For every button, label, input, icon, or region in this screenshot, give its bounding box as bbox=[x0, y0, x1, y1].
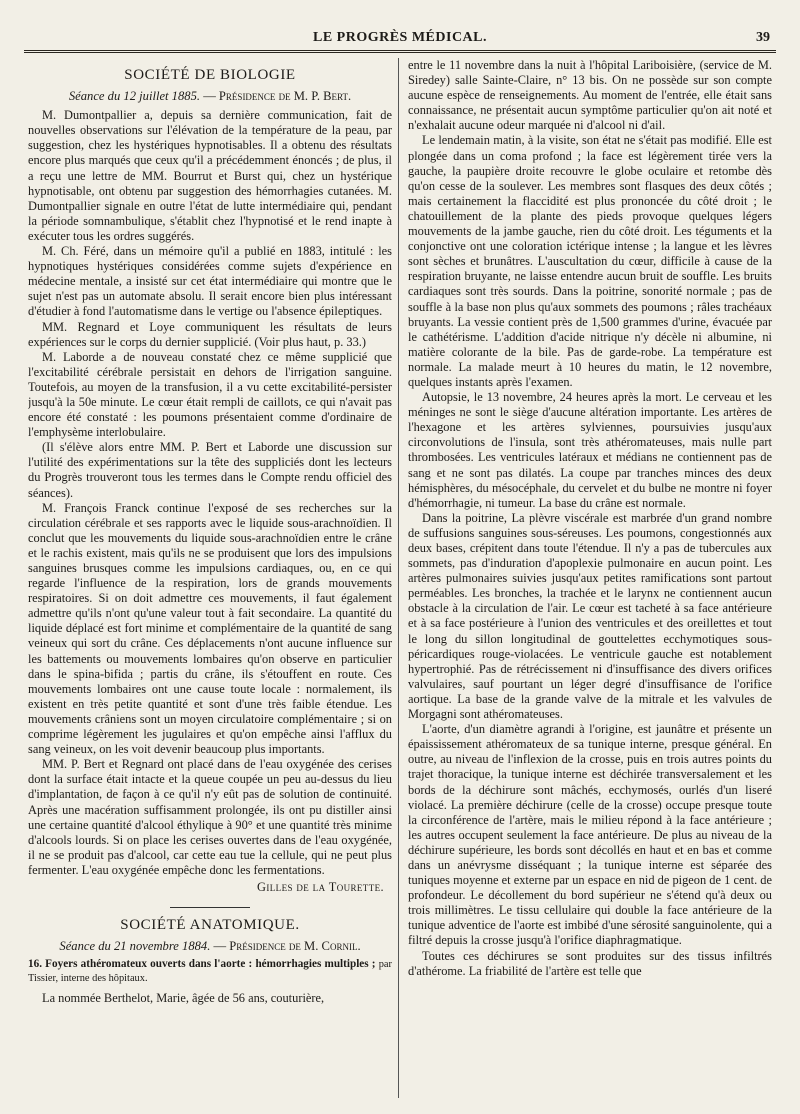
paragraph: (Il s'élève alors entre MM. P. Bert et Laborde une discussion sur l'utilité des expérimentations sur la tête des suppliciés dont les lecteurs du Progrès trouveront tous les termes dans le Compte rendu officiel des séances). bbox=[28, 440, 392, 500]
paragraph: La nommée Berthelot, Marie, âgée de 56 ans, couturière, bbox=[42, 991, 325, 1006]
paragraph: M. Dumontpallier a, depuis sa dernière communication, fait de nouvelles observations sur l'élévation de la température de la peau, par suggestion, chez les hystériques hypnotisables. Il a obtenu des résultats encore plus marqués que ceux qu'il a précédemment énoncés ; de plus, il a reçu une lettre de MM. Bourrut et Burst qui, chez un hystérique hypnotisable, ont obtenu par suggestion des hémorrhagies cutanées. M. Dumontpallier signale en outre l'état de lutte intermédiaire qui, pendant la période somnambulique, s'établit chez l'hypnotisé et le rend inapte à exécuter tous les ordres suggérés. bbox=[28, 108, 392, 243]
paragraph: Dans la poitrine, La plèvre viscérale est marbrée d'un grand nombre de suffusions sanguines sous-séreuses. Les poumons, congestionnés aux deux bases, crépitent dans toute l'étendue. Il n'y a pas de tubercules aux sommets, pas d'induration d'apoplexie pulmonaire en aucun point. Les artères pulmonaires suivies jusqu'aux petites ramifications sont partout perméables. Les bronches, la trachée et le larynx ne contiennent aucun obstacle à la circulation de l'air. Le cœur est tacheté à sa face antérieure et à sa face postérieure à l'union des ventricules et des oreillettes et tout le long du sillon longitudinal de gouttelettes ecchymotiques sous-péricardiques rouge-violacées. Le ventricule gauche est notablement hypertrophié. Pas de rétrécissement ni d'insuffisance des divers orifices valvulaires, sauf pourtant un léger degré d'insuffisance de l'orifice aortique. La base de la grande valve de la mitrale et les valvules de Morgagni sont athéromateuses. bbox=[408, 510, 772, 722]
paragraph: Toutes ces déchirures se sont produites sur des tissus infiltrés d'athérome. La friabilité de l'artère est telle que bbox=[408, 948, 772, 978]
paragraph: L'aorte, d'un diamètre agrandi à l'origine, est jaunâtre et présente un épaississement athéromateux de sa tunique interne, presque général. En outre, au niveau de l'inflexion de la crosse, puis en trois autres points du trajet thoracique, la tunique interne est déchirée transversalement et les bords de la déchirure sont mâchés, ecchymosés, ourlés d'un liseré violacé. La première déchirure (celle de la crosse) occupe presque toute la circonférence de l'artère, mais le milieu répond à la face antérieure ; les autres occupent seulement la face antérieure. De plus au niveau de la déchirure supérieure, les bords sont décollés en haut et en bas et comme dans un anévrysme disséquant ; la tunique interne est séparée des tuniques moyenne et externe par un espace en nid de pigeon de 1 cent. de profondeur. Le décollement du bord supérieur ne s'étend qu'à deux ou trois millimètres. Le tissu cellulaire qui double la face antérieure de la tunique adventice de l'aorte est imbibé d'une sérosité sanguinolente, qui a filtré depuis la crosse jusqu'à l'orifice diaphragmatique. bbox=[408, 722, 772, 948]
case-title: Foyers athéromateux ouverts dans l'aorte : hémorrhagies multiples ; bbox=[45, 958, 376, 971]
journal-page bbox=[24, 28, 776, 1098]
page-number: 39 bbox=[756, 30, 770, 45]
left-column bbox=[28, 58, 392, 1098]
session-presidency: — Présidence de M. Cornil. bbox=[213, 939, 361, 954]
session-date: Séance du 21 novembre 1884. bbox=[59, 939, 211, 954]
paragraph: M. Laborde a de nouveau constaté chez ce même supplicié que l'excitabilité cérébrale persistait en dehors de l'irrigation sanguine. Toutefois, au moyen de la transfusion, il a vu cette excitabilité-persister jusqu'à la 50e minute. Le cœur était rempli de caillots, ce qui n'avait pas encore été constaté : les poumons présentaient comme d'ordinaire de l'emphysème interlobulaire. bbox=[28, 349, 392, 440]
session-presidency: — Présidence de M. P. Bert. bbox=[203, 89, 352, 104]
author-signature: Gilles de la Tourette. bbox=[257, 879, 384, 894]
paragraph: Autopsie, le 13 novembre, 24 heures après la mort. Le cerveau et les méninges ne sont le siège d'aucune altération importante. Les artères de l'hexagone et les artères sylviennes, poursuivies jusqu'aux circonvolutions de l'insula, sont très athéromateuses, mais nulle part thrombosées. Les ventricules latéraux et médians ne contiennent pas de sang et ne sont pas dilatés. La coupe par tranches minces des deux hémisphères, du mésocéphale, du cervelet et du bulbe ne montre ni foyer d'hémorrhagie, ni tumeur. La base du crâne est normale. bbox=[408, 390, 772, 510]
section-title-anatomique: SOCIÉTÉ ANATOMIQUE. bbox=[120, 917, 300, 934]
running-header bbox=[24, 28, 776, 53]
paragraph: Le lendemain matin, à la visite, son état ne s'était pas modifié. Elle est plongée dans un coma profond ; la face est légèrement tirée vers la gauche, la paupière droite recouvre le globe oculaire et retombe dès qu'on cesse de la soulever. Les membres sont flasques des deux côtés ; mais certainement la flaccidité est plus prononcée du côté droit ; le chatouillement de la plante des pieds provoque quelques légers mouvements de la jambe gauche, rien du côté droit. Les téguments et la conjonctive ont une coloration ictérique intense ; la langue et les lèvres sont sèches et brunâtres. L'auscultation du cœur, difficile à cause de la respiration bruyante, ne laisse entendre aucun bruit de souffle. Les bruits cardiaques sont très sourds. Dans la poitrine, sonorité normale ; pas de souffle à la base non plus qu'aux sommets des poumons ; râles trachéaux bruyants. La vessie contient près de 1,500 grammes d'urine, évacuée par le cathétérisme. L'addition d'acide nitrique n'y décèle ni albumine, ni matière colorante de la bile. Pas de garde-robe. La température est normale. La malade meurt à 10 heures du matin, le 12 novembre, quelques instants après l'examen. bbox=[408, 133, 772, 389]
journal-title: LE PROGRÈS MÉDICAL. bbox=[312, 30, 488, 45]
right-column bbox=[408, 58, 772, 1098]
paragraph: M. François Franck continue l'exposé de ses recherches sur la circulation cérébrale et ses rapports avec le liquide sous-arachnoïdien. Il conclut que les mouvements du liquide sous-arachnoïdien entre le crâne et le rachis existent, mais qu'ils ne se produisent que lors des impulsions sanguines brusques comme les impulsions cardiaques, ou, en ce qui regarde l'influence de la respiration, lors de grands mouvements respiratoires. Si on doit admettre ces mouvements, il faut également admettre qu'ils n'ont qu'une valeur tout à fait secondaire. La quantité du liquide déplacé est fort minime et complémentaire de la quantité de sang veineux qui sort du crâne. Ces déplacements n'ont aucune influence sur les battements ou mouvements lombaires qu'on observe en particulier dans le spina-bifida ; partis du crâne, ils s'étouffent en route. Ces mouvements lombaires ont une cause toute locale : normalement, ils existent en très petite quantité et sont d'une très faible étendue. Les mouvements crâniens sont un moyen circulatoire complémentaire ; si on comprime légèrement les jugulaires et qu'on empêche ainsi l'afflux du sang veineux, on les voit devenir beaucoup plus importants. bbox=[28, 500, 392, 757]
paragraph: entre le 11 novembre dans la nuit à l'hôpital Lariboisière, (service de M. Siredey) salle Sainte-Claire, n° 13 bis. On ne possède sur son compte aucune espèce de renseignements. Au moment de l'entrée, elle était sans connaissance, ne présentait aucun symptôme particulier qu'on ait noté et n'exhalait aucune odeur marquée ni d'alcool ni d'ail. bbox=[408, 58, 772, 133]
session-line bbox=[28, 939, 392, 954]
case-heading bbox=[28, 958, 392, 985]
paragraph: M. Ch. Féré, dans un mémoire qu'il a publié en 1883, intitulé : les hypnotiques hystériques considérées comme sujets d'expérience en médecine mentale, a insisté sur cet état intermédiaire qui montre que le sujet n'est pas un automate absolu. Il serait encore bien plus intéressant d'étudier à fond l'automatisme dans le vertige ou l'absence épileptiques. bbox=[28, 244, 392, 319]
case-number: 16. bbox=[28, 958, 42, 971]
session-line bbox=[28, 89, 392, 104]
section-title-biologie: SOCIÉTÉ DE BIOLOGIE bbox=[124, 67, 296, 83]
paragraph: MM. Regnard et Loye communiquent les résultats de leurs expériences sur le corps du dernier supplicié. (Voir plus haut, p. 33.) bbox=[28, 319, 392, 349]
paragraph: MM. P. Bert et Regnard ont placé dans de l'eau oxygénée des cerises dont la surface était intacte et la queue coupée un peu au-dessus du lieu d'implantation, de façon à ce qu'il n'y eût pas de solution de continuité. Après une macération suffisamment prolongée, ils ont pu distiller ainsi une certaine quantité d'alcool éthylique à 90° et une quantité très minime d'alcools lourds. Si on place les cerises ouvertes dans de l'eau oxygénée, il ne se produit pas d'alcool, car cette eau tue la cellule, qui ne peut plus fermenter. L'eau oxygénée empêche donc les fermentations. bbox=[28, 757, 392, 877]
section-rule bbox=[170, 907, 250, 908]
session-date: Séance du 12 juillet 1885. bbox=[68, 89, 201, 104]
column-divider bbox=[398, 58, 399, 1098]
case-author: par Tissier, interne des hôpitaux. bbox=[28, 959, 392, 984]
two-column-body bbox=[24, 58, 776, 1098]
